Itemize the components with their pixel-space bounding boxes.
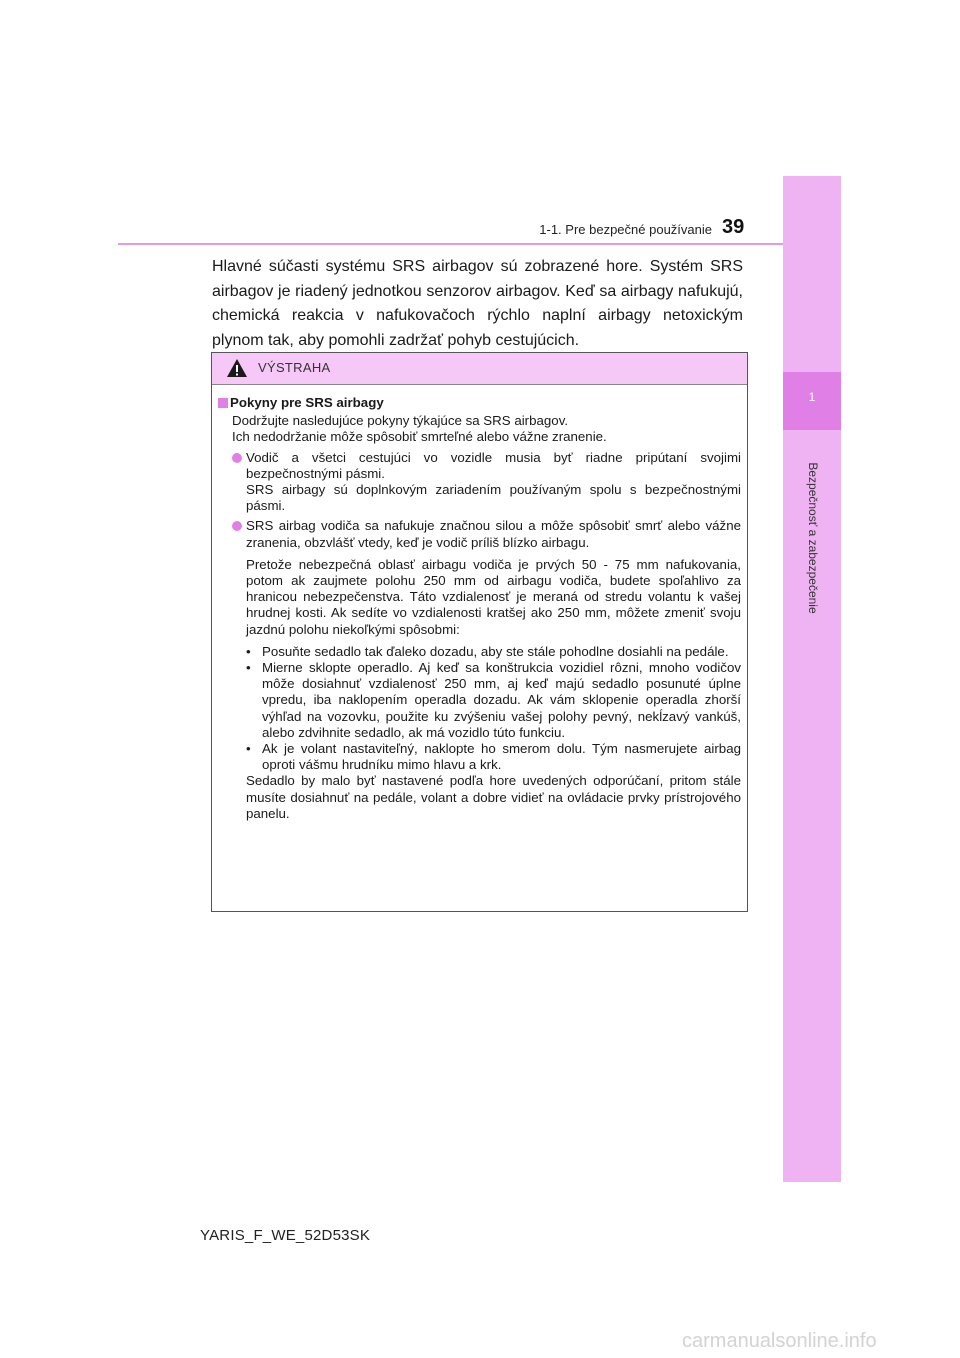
page-number: 39 <box>722 216 745 238</box>
section-title: 1-1. Pre bezpečné používanie <box>539 222 712 237</box>
circle-bullet-icon <box>232 521 242 531</box>
warning-closing-paragraph: Sedadlo by malo byť nastavené podľa hore uvedených odporúčaní, pritom stále musíte dosiahnuť na pedále, volant a dobre vidieť na ovládacie prvky prístrojového panelu. <box>246 773 741 821</box>
intro-paragraph: Hlavné súčasti systému SRS airbagov sú zobrazené hore. Systém SRS airbagov je riadený jednotkou senzorov airbagov. Keď sa airbagy nafukujú, chemická reakcia v nafukovačoch rýchlo naplní airbagy netoxickým plynom tak, aby pomohli zadržať pohyb cestujúcich. <box>212 258 743 349</box>
warning-box <box>211 352 748 912</box>
warning-item-2-text: SRS airbag vodiča sa nafukuje značnou silou a môže spôsobiť smrť alebo vážne zranenia, obzvlášť vtedy, keď je vodič príliš blízko airbagu. <box>246 518 741 550</box>
dot-bullet: • <box>246 660 251 676</box>
watermark: carmanualsonline.info <box>682 1330 877 1352</box>
warning-item-2-paragraph: Pretože nebezpečná oblasť airbagu vodiča je prvých 50 - 75 mm nafukovania, potom ak zaujmete polohu 250 mm od airbagu vodiča, budete spoľahlivo za hranicou nebezpečenstva. Táto vzdialenosť je meraná od stredu volantu k vašej hrudnej kosti. Ak sedíte vo vzdialenosti kratšej ako 250 mm, môžete zmeniť svoju jazdnú polohu niekoľkými spôsobmi: <box>246 556 741 637</box>
header-rule <box>118 243 783 245</box>
warning-item-1-text: Vodič a všetci cestujúci vo vozidle musia byť riadne pripútaní svojimi bezpečnostnými pásmi. <box>246 449 741 481</box>
dot-bullet: • <box>246 741 251 757</box>
chapter-side-tab <box>783 176 841 1182</box>
warning-para-1: Dodržujte nasledujúce pokyny týkajúce sa SRS airbagov. <box>232 413 569 429</box>
list-item-text: Mierne sklopte operadlo. Aj keď sa konštrukcia vozidiel rôzni, mnoho vodičov môže dosiahnuť vzdialenosť 250 mm, aj keď majú sedadlo posunuté úplne vpredu, iba naklopením operadla dozadu. Ak vám sklopenie operadla zhorší výhľad na vozovku, použite ku zvýšeniu vašej polohy pevný, nekĺzavý vankúš, alebo zdvihnite sedadlo, ak má vozidlo túto funkciu. <box>262 660 741 740</box>
dot-bullet: • <box>246 643 251 659</box>
list-item-text: Posuňte sedadlo tak ďaleko dozadu, aby ste stále pohodlne dosiahli na pedále. <box>262 643 729 659</box>
circle-bullet-icon <box>232 453 242 463</box>
warning-triangle-icon <box>226 358 248 378</box>
list-item <box>246 660 741 741</box>
list-item-text: Ak je volant nastaviteľný, naklopte ho smerom dolu. Tým nasmerujete airbag oproti vášmu hrudníku mimo hlavu a krk. <box>262 741 741 773</box>
warning-item-1 <box>216 450 741 515</box>
warning-header <box>212 353 747 385</box>
warning-item-1b-text: SRS airbagy sú doplnkovým zariadením používaným spolu s bezpečnostnými pásmi. <box>246 482 741 514</box>
square-bullet-icon <box>218 398 228 408</box>
warning-subheading-text: Pokyny pre SRS airbagy <box>230 395 384 410</box>
list-item <box>246 741 741 773</box>
chapter-label: Bezpečnosť a zabezpečenie <box>806 462 820 614</box>
warning-item-2 <box>216 518 741 550</box>
warning-subheading <box>216 395 741 411</box>
adjustment-list <box>216 644 741 774</box>
warning-body <box>212 385 747 822</box>
document-code: YARIS_F_WE_52D53SK <box>200 1227 371 1244</box>
warning-title: VÝSTRAHA <box>258 360 331 375</box>
warning-para-2: Ich nedodržanie môže spôsobiť smrteľné alebo vážne zranenie. <box>232 429 607 445</box>
list-item <box>246 644 741 660</box>
chapter-number: 1 <box>808 390 816 404</box>
